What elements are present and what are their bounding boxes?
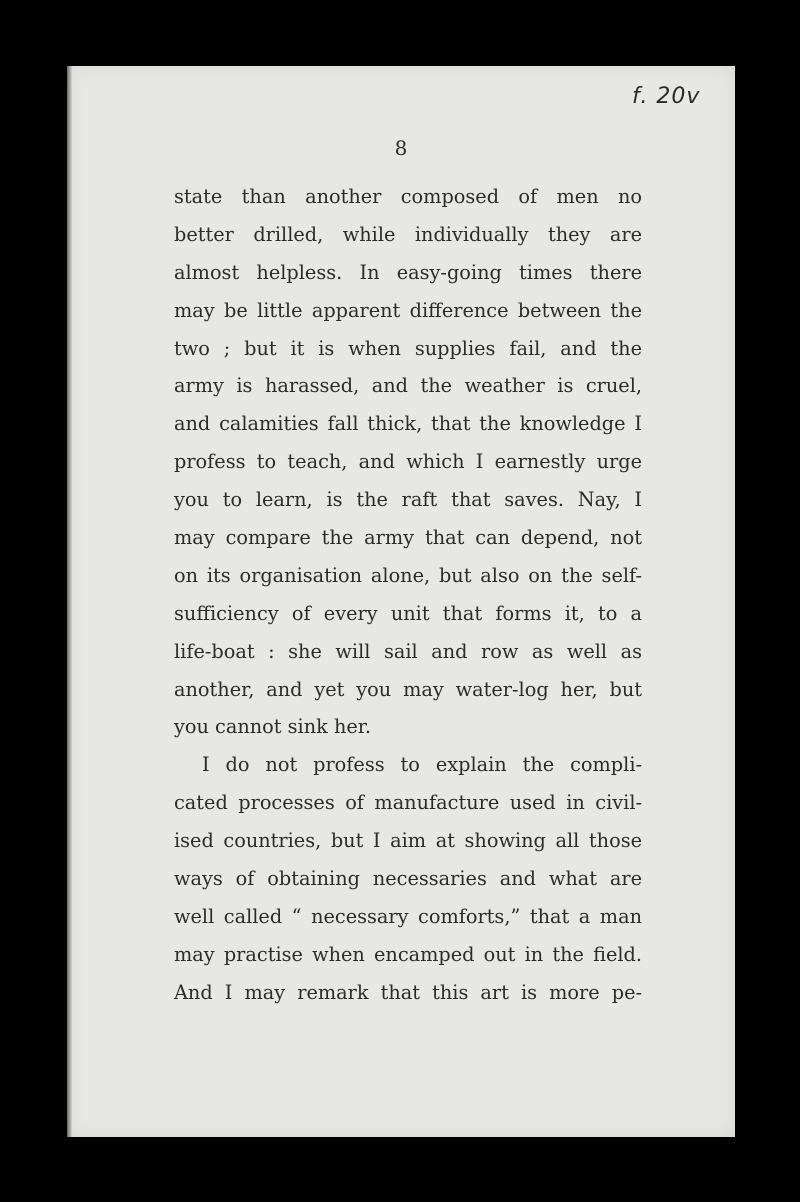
text-line: you cannot sink her. bbox=[174, 715, 372, 739]
text-line: and calamities fall thick, that the knowledge I bbox=[174, 412, 642, 436]
book-page bbox=[67, 66, 735, 1137]
folio-mark: f. 20v bbox=[632, 84, 701, 109]
text-line: almost helpless. In easy-going times there bbox=[174, 260, 642, 284]
text-line: I do not profess to explain the compli- bbox=[202, 753, 642, 777]
text-line: may compare the army that can depend, not bbox=[174, 526, 642, 550]
text-line: better drilled, while individually they are bbox=[174, 222, 642, 246]
body-text bbox=[174, 178, 642, 1012]
text-line: And I may remark that this art is more pe- bbox=[174, 980, 642, 1004]
text-line: two ; but it is when supplies fail, and the bbox=[174, 336, 642, 360]
text-line: army is harassed, and the weather is cruel, bbox=[174, 374, 642, 398]
text-line: ways of obtaining necessaries and what are bbox=[174, 867, 642, 891]
text-line: life-boat : she will sail and row as well as bbox=[174, 639, 642, 663]
text-line: well called “ necessary comforts,” that a man bbox=[174, 904, 642, 928]
page-number: 8 bbox=[394, 136, 408, 160]
text-line: may practise when encamped out in the field. bbox=[174, 942, 642, 966]
text-line: another, and yet you may water-log her, but bbox=[174, 677, 642, 701]
paragraph-2 bbox=[174, 746, 642, 1011]
text-line: state than another composed of men no bbox=[174, 185, 642, 208]
text-line: profess to teach, and which I earnestly urge bbox=[174, 450, 642, 474]
text-line: sufficiency of every unit that forms it, to a bbox=[174, 601, 642, 625]
page-binding-edge bbox=[67, 66, 72, 1137]
text-line: may be little apparent difference between the bbox=[174, 298, 642, 322]
text-line: on its organisation alone, but also on the self- bbox=[174, 563, 642, 587]
text-line: you to learn, is the raft that saves. Nay, I bbox=[174, 488, 642, 512]
text-line: ised countries, but I aim at showing all those bbox=[174, 829, 642, 853]
text-line: cated processes of manufacture used in civil- bbox=[174, 791, 642, 815]
paragraph-1 bbox=[174, 178, 642, 746]
